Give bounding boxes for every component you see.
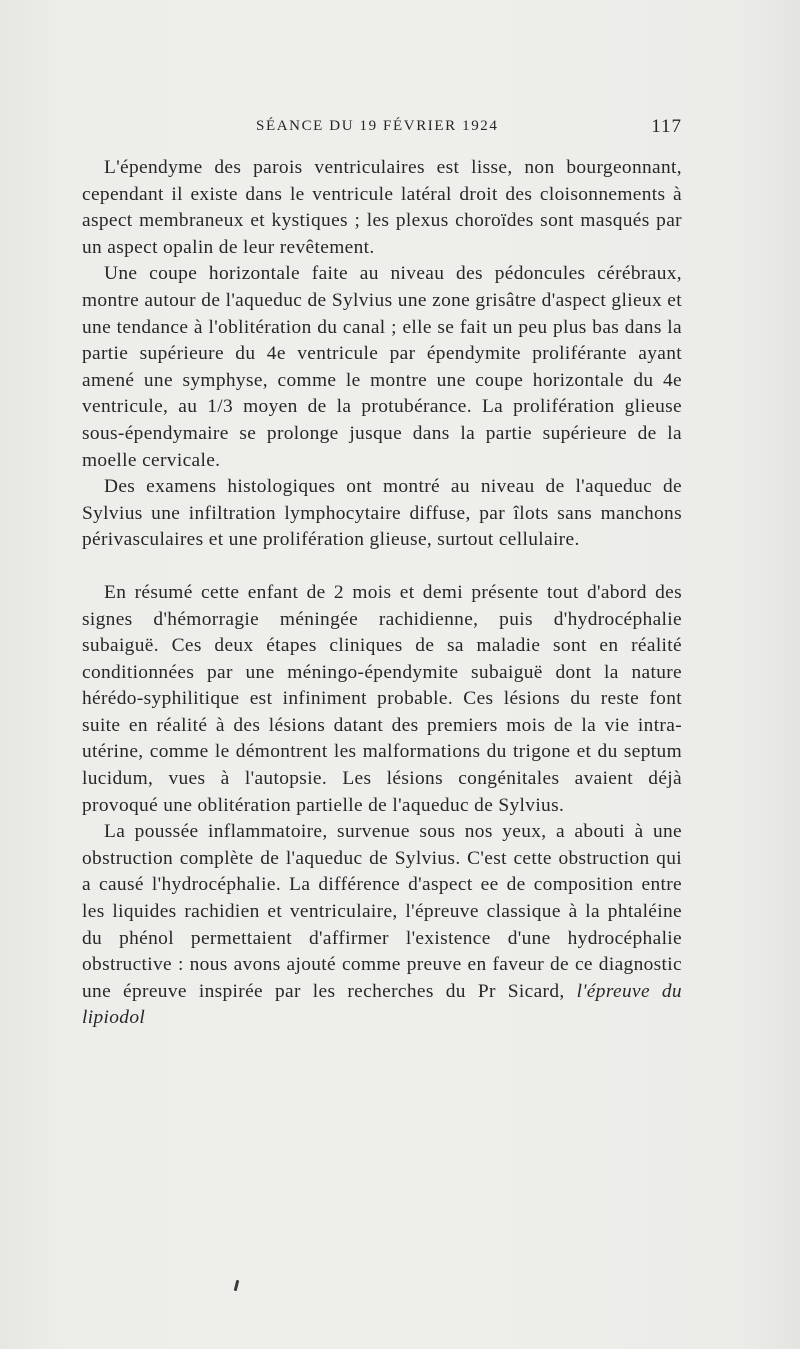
paragraph-histology: Des examens histologiques ont montré au niveau de l'aqueduc de Sylvius une infiltration lymphocytaire diffuse, par îlots sans manchons périvasculaires et une prolifération glieuse, surtout cellulaire.: [82, 476, 682, 551]
ink-speck: [234, 1280, 240, 1291]
paragraph-inflammation: [82, 819, 682, 1032]
body-text: [82, 155, 682, 1032]
page-number: 117: [651, 116, 682, 137]
running-head: SÉANCE DU 19 FÉVRIER 1924: [256, 118, 499, 134]
paragraph-summary: En résumé cette enfant de 2 mois et demi présente tout d'abord des signes d'hémorragie méningée rachidienne, puis d'hydrocéphalie subaiguë. Ces deux étapes cliniques de sa maladie sont en réalité conditionnées par une méningo-épendymite subaiguë dont la nature hérédo-syphilitique est infiniment probable. Ces lésions du reste font suite en réalité à des lésions datant des premiers mois de la vie intra-utérine, comme le démontrent les malformations du trigone et du septum lucidum, vues à l'autopsie. Les lésions congénitales avaient déjà provoqué une oblitération partielle de l'aqueduc de Sylvius.: [82, 581, 682, 816]
paragraph-horizontal-section: Une coupe horizontale faite au niveau des pédoncules cérébraux, montre autour de l'aqueduc de Sylvius une zone grisâtre d'aspect glieux et une tendance à l'oblitération du canal ; elle se fait un peu plus bas dans la partie supérieure du 4e ventricule par épendymite proliférante ayant amené une symphyse, comme le montre une coupe horizontale du 4e ventricule, au 1/3 moyen de la protubérance. La prolifération glieuse sous-épendymaire se prolonge jusque dans la partie supérieure de la moelle cervicale.: [82, 263, 682, 471]
page-header: [82, 112, 682, 140]
paragraph-inflammation-italic: l'épreuve du lipiodol: [82, 980, 682, 1029]
paragraph-ependyma: L'épendyme des parois ventriculaires est lisse, non bourgeonnant, cependant il existe dans le ventricule latéral droit des cloisonnements à aspect membraneux et kystiques ; les plexus choroïdes sont masqués par un aspect opalin de leur revêtement.: [82, 157, 682, 258]
paragraph-inflammation-text: La poussée inflammatoire, survenue sous nos yeux, a abouti à une obstruction complète de l'aqueduc de Sylvius. C'est cette obstruction qui a causé l'hydrocéphalie. La différence d'aspect ee de composition entre les liquides rachidien et ventriculaire, l'épreuve classique à la phtaléine du phénol permettaient d'affirmer l'existence d'une hydrocéphalie obstructive : nous avons ajouté comme preuve en faveur de ce diagnostic une épreuve inspirée par les recherches du Pr Sicard,: [82, 821, 682, 1002]
